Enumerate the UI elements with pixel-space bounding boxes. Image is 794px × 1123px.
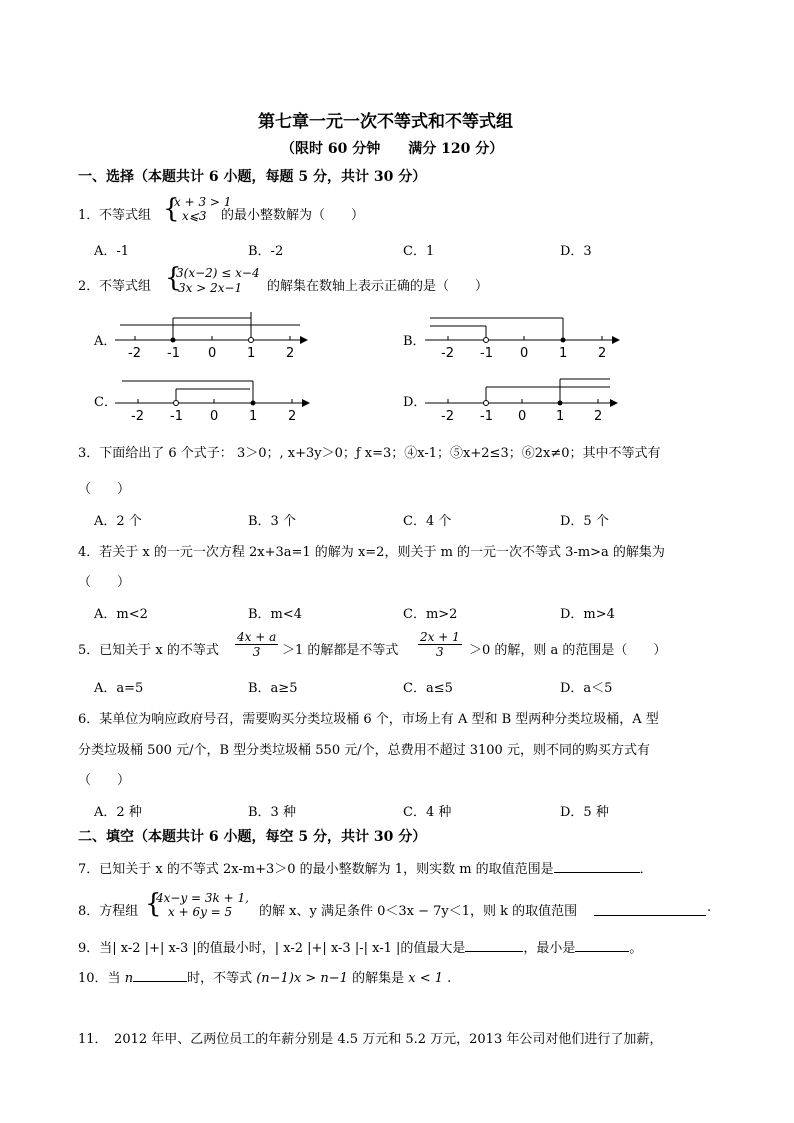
- q2-option-a-numberline[interactable]: [110, 312, 320, 364]
- q9-max-blank[interactable]: [465, 938, 523, 952]
- tick-label: -2: [441, 346, 454, 361]
- q8-answer-blank[interactable]: [594, 902, 706, 916]
- question-11: 11． 2012 年甲、乙两位员工的年薪分别是 4.5 万元和 5.2 万元，2013 年公司对他们进行了加薪，: [78, 1032, 663, 1047]
- q2-pre: 不等式组: [99, 279, 152, 294]
- q2-option-b-numberline[interactable]: [420, 312, 630, 364]
- q2-option-d-label[interactable]: D．: [403, 395, 427, 410]
- q10-n: n: [124, 971, 134, 986]
- q3-option-a[interactable]: A．2 个: [94, 514, 142, 529]
- tick-label: 0: [520, 346, 529, 361]
- tick-label: -2: [441, 409, 454, 424]
- q8-pre: 8．方程组: [78, 904, 139, 919]
- q5-frac1-denominator: 3: [252, 645, 261, 659]
- q5-pre: 5．已知关于 x 的不等式: [78, 643, 219, 658]
- question-6-line-1: 6．某单位为响应政府号召，需要购买分类垃圾桶 6 个，市场上有 A 型和 B 型两种分类垃圾桶，A 型: [78, 712, 659, 727]
- q2-option-b-label[interactable]: B．: [403, 334, 426, 349]
- q5-frac1-numerator: 4x + a: [237, 630, 277, 644]
- q3-answer-paren: （ ）: [78, 482, 131, 497]
- question-4: 4．若关于 x 的一元一次方程 2x+3a=1 的解为 x=2，则关于 m 的一元一次不等式 3-m>a 的解集为: [78, 545, 665, 560]
- tick-label: -1: [480, 346, 493, 361]
- q9-mid: ，最小是: [523, 941, 576, 956]
- q10-answer-blank[interactable]: [133, 968, 187, 982]
- q4-option-b[interactable]: B．m<4: [248, 607, 303, 622]
- question-9: [78, 937, 642, 956]
- tick-label: 2: [594, 409, 603, 424]
- q2-number: 2．: [78, 279, 100, 294]
- tick-label: 1: [556, 409, 565, 424]
- q2-system-line2: 3x > 2x−1: [178, 281, 243, 295]
- q3-option-c[interactable]: C．4 个: [403, 514, 452, 529]
- page-subtitle: （限时 60 分钟 满分 120 分）: [281, 141, 504, 157]
- question-6-line-2: 分类垃圾桶 500 元/个，B 型分类垃圾桶 550 元/个，总费用不超过 3100 元，则不同的购买方式有: [78, 743, 650, 758]
- q10-inequality: (n−1)x > n−1: [256, 971, 348, 986]
- q6-option-c[interactable]: C．4 种: [403, 805, 452, 820]
- tick-label: 2: [288, 409, 297, 424]
- q10-pre: 10．当: [78, 971, 121, 986]
- q1-brace: {: [163, 194, 180, 224]
- q1-option-b[interactable]: B．-2: [248, 244, 284, 259]
- q1-system-line1: x + 3 > 1: [174, 195, 232, 209]
- q9-pre: 9．当| x-2 |+| x-3 |的值最小时，| x-2 |+| x-3 |-| x-1 |的值最大是: [78, 941, 466, 956]
- q8-end: .: [707, 900, 712, 915]
- q6-option-a[interactable]: A．2 种: [94, 805, 142, 820]
- tick-label: -2: [131, 409, 144, 424]
- tick-label: 1: [559, 346, 568, 361]
- tick-label: -1: [480, 409, 493, 424]
- q5-option-c[interactable]: C．a≤5: [403, 681, 453, 696]
- q5-mid: ＞1 的解都是不等式: [282, 643, 399, 658]
- q2-brace: {: [165, 263, 182, 293]
- q4-option-c[interactable]: C．m>2: [403, 607, 458, 622]
- question-8: [78, 890, 718, 924]
- q1-option-d[interactable]: D．3: [560, 244, 592, 259]
- q5-fraction-2: [418, 630, 462, 659]
- q5-option-b[interactable]: B．a≥5: [248, 681, 298, 696]
- q2-post: 的解集在数轴上表示正确的是（ ）: [267, 279, 489, 294]
- q4-answer-paren: （ ）: [78, 575, 131, 590]
- q1-option-a[interactable]: A．-1: [94, 244, 130, 259]
- q1-option-c[interactable]: C．1: [403, 244, 435, 259]
- tick-label: 0: [208, 346, 217, 361]
- question-10: [78, 967, 451, 986]
- tick-label: 0: [518, 409, 527, 424]
- q1-number: 1．: [78, 208, 100, 223]
- q7-answer-blank[interactable]: [554, 859, 640, 873]
- tick-label: -2: [128, 346, 141, 361]
- tick-label: -1: [167, 346, 180, 361]
- q3-option-d[interactable]: D．5 个: [560, 514, 609, 529]
- q9-min-blank[interactable]: [575, 938, 629, 952]
- q1-pre: 不等式组: [99, 208, 152, 223]
- q6-option-b[interactable]: B．3 种: [248, 805, 296, 820]
- tick-label: 1: [249, 409, 258, 424]
- q5-frac2-numerator: 2x + 1: [420, 630, 460, 644]
- section-fill-heading: 二、填空（本题共计 6 小题，每空 5 分，共计 30 分）: [78, 829, 427, 845]
- q2-option-d-numberline[interactable]: [420, 372, 630, 424]
- q8-system-line1: 4x−y = 3k + 1,: [156, 891, 249, 905]
- q2-option-c-label[interactable]: C．: [94, 395, 117, 410]
- section-choice-heading: 一、选择（本题共计 6 小题，每题 5 分，共计 30 分）: [78, 169, 427, 185]
- q1-post: 的最小整数解为（ ）: [221, 208, 365, 223]
- q8-system-line2: x + 6y = 5: [168, 905, 233, 919]
- q8-brace: {: [145, 889, 162, 919]
- q8-post: 的解 x、y 满足条件 0＜3x − 7y＜1，则 k 的取值范围: [259, 904, 578, 919]
- q4-option-a[interactable]: A．m<2: [94, 607, 148, 622]
- tick-label: 0: [210, 409, 219, 424]
- q6-answer-paren: （ ）: [78, 773, 131, 788]
- tick-label: -1: [170, 409, 183, 424]
- question-3: 3．下面给出了 6 个式子： 3＞0；, x+3y＞0；ƒ x=3；④x-1；⑤x+2≤3；⑥2x≠0；其中不等式有: [78, 446, 661, 461]
- q5-option-a[interactable]: A．a=5: [94, 681, 144, 696]
- q2-option-c-numberline[interactable]: [110, 372, 320, 424]
- q10-solution: x < 1: [408, 971, 443, 986]
- q6-option-d[interactable]: D．5 种: [560, 805, 609, 820]
- q5-post: ＞0 的解，则 a 的范围是（ ）: [469, 643, 667, 658]
- page-title: 第七章一元一次不等式和不等式组: [258, 112, 513, 132]
- q10-mid: 时，不等式: [187, 971, 253, 986]
- tick-label: 1: [247, 346, 256, 361]
- question-5: [78, 630, 698, 664]
- q10-end: .: [447, 971, 452, 986]
- tick-label: 2: [286, 346, 295, 361]
- q2-option-a-label[interactable]: A．: [94, 334, 117, 349]
- q5-frac2-denominator: 3: [436, 645, 444, 659]
- q4-option-d[interactable]: D．m>4: [560, 607, 615, 622]
- q2-system-line1: 3(x−2) ≤ x−4: [176, 266, 260, 280]
- q5-option-d[interactable]: D．a＜5: [560, 681, 613, 696]
- q9-end: 。: [629, 941, 643, 956]
- q7-text: 7．已知关于 x 的不等式 2x-m+3＞0 的最小整数解为 1，则实数 m 的取值范围是: [78, 862, 554, 877]
- question-7: [78, 858, 653, 877]
- q1-system-line2: x⩽3: [182, 209, 207, 223]
- q7-end: ．: [639, 862, 653, 877]
- q3-option-b[interactable]: B．3 个: [248, 514, 296, 529]
- q5-fraction-1: [235, 630, 278, 659]
- q10-mid2: 的解集是: [352, 971, 405, 986]
- tick-label: 2: [598, 346, 607, 361]
